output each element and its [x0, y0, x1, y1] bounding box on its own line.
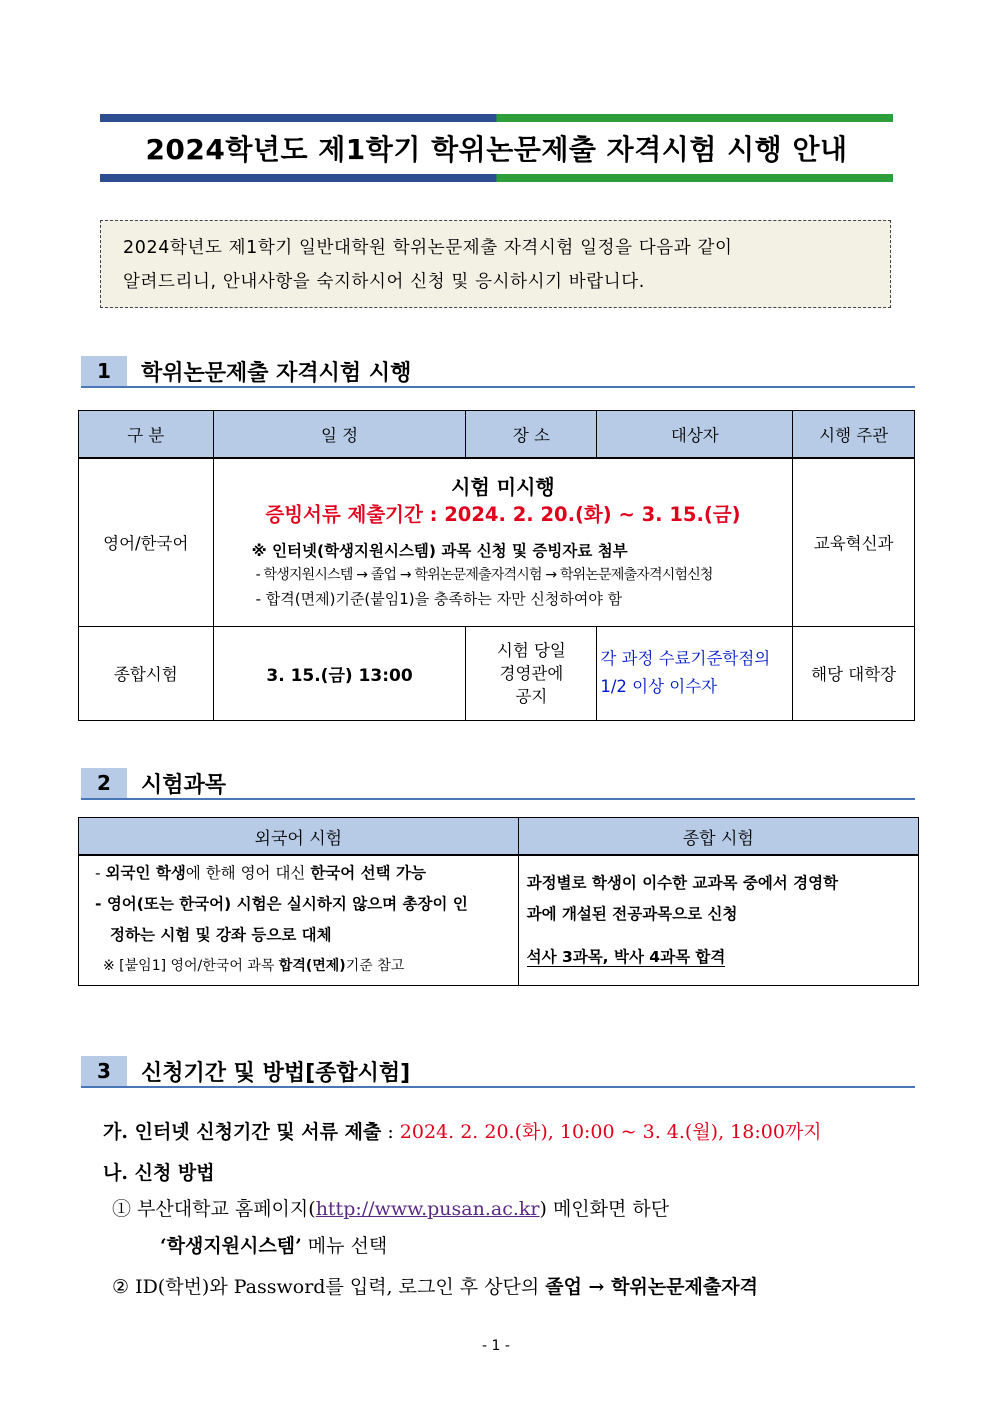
- method-item-1: [112, 1194, 669, 1221]
- header-schedule: 일 정: [213, 411, 466, 459]
- item1-text: ① 부산대학교 홈페이지(: [112, 1198, 316, 1220]
- ga-label: 가. 인터넷 신청기간 및 서류 제출: [103, 1121, 382, 1143]
- section-label: 신청기간 및 방법[종합시험]: [141, 1060, 411, 1086]
- row1-host: 교육혁신과: [793, 458, 915, 626]
- title-bottom-bar: [100, 174, 893, 182]
- comp-line-2: 과에 개설된 전공과목으로 신청: [526, 904, 738, 923]
- plain-text: 에 한해 영어 대신: [185, 864, 311, 883]
- section-label: 학위논문제출 자격시험 시행: [141, 360, 412, 386]
- emph-pass-criteria: 합격(면제): [278, 958, 346, 975]
- pusan-homepage-link[interactable]: http://www.pusan.ac.kr: [315, 1198, 540, 1220]
- page-title: 2024학년도 제1학기 학위논문제출 자격시험 시행 안내: [145, 133, 848, 166]
- section-rule: [81, 1086, 915, 1088]
- header-comprehensive: 종합 시험: [518, 818, 918, 856]
- section-rule: [81, 798, 915, 800]
- table-row: [79, 626, 915, 720]
- section-rule: [81, 386, 915, 388]
- emph-foreign-student: 외국인 학생: [105, 864, 186, 883]
- student-system-menu: ‘학생지원시스템’: [160, 1235, 302, 1257]
- header-target: 대상자: [597, 411, 793, 459]
- row2-target-line-2: 1/2 이상 이수자: [600, 677, 718, 696]
- header-host: 시행 주관: [793, 411, 915, 459]
- table-header-row: [79, 818, 919, 856]
- foreign-line-1: [95, 858, 518, 889]
- intro-line-2: 알려드리니, 안내사항을 숙지하시어 신청 및 응시하시기 바랍니다.: [123, 272, 645, 292]
- section-label: 시험과목: [141, 772, 227, 798]
- row2-schedule: 3. 15.(금) 13:00: [213, 626, 466, 720]
- item1-text-end: ) 메인화면 하단: [539, 1198, 670, 1220]
- row1-details: [213, 458, 793, 626]
- table-row: [79, 458, 915, 626]
- plain-text: ※ [붙임1] 영어/한국어 과목: [103, 958, 279, 975]
- table-header-row: [79, 411, 915, 459]
- row2-place-line-2: 경영관에: [499, 663, 564, 683]
- title-top-bar: [100, 114, 893, 122]
- foreign-language-details: [79, 855, 519, 985]
- row2-host: 해당 대학장: [793, 626, 915, 720]
- section-1-heading: [81, 356, 915, 388]
- row2-place: [466, 626, 597, 720]
- row2-category: 종합시험: [79, 626, 214, 720]
- foreign-line-3: 정하는 시험 및 강좌 등으로 대체: [110, 926, 332, 945]
- row1-note: ※ 인터넷(학생지원시스템) 과목 신청 및 증빙자료 첨부: [251, 542, 628, 561]
- emph-korean-option: 한국어 선택 가능: [310, 864, 426, 883]
- dash: -: [95, 864, 106, 883]
- row1-category: 영어/한국어: [79, 458, 214, 626]
- item2-menu-path: 졸업 → 학위논문제출자격: [545, 1276, 758, 1298]
- ga-colon: :: [381, 1121, 400, 1143]
- comp-pass-requirement: 석사 3과목, 박사 4과목 합격: [526, 947, 726, 966]
- header-place: 장 소: [466, 411, 597, 459]
- application-period: [103, 1117, 822, 1144]
- section-number: 2: [81, 768, 127, 798]
- foreign-line-2: - 영어(또는 한국어) 시험은 실시하지 않으며 총장이 인: [95, 895, 468, 914]
- section-3-heading: [81, 1056, 915, 1088]
- schedule-table: [78, 410, 915, 721]
- table-row: [79, 855, 919, 985]
- comprehensive-details: [518, 855, 918, 985]
- foreign-line-4: [95, 951, 518, 982]
- method-heading: 나. 신청 방법: [103, 1162, 215, 1184]
- row2-target: [597, 626, 793, 720]
- item1-cont-text: 메뉴 선택: [301, 1235, 388, 1257]
- row1-step1: - 학생지원시스템 → 졸업 → 학위논문제출자격시험 → 학위논문제출자격시험신청: [255, 567, 713, 584]
- comp-line-1: 과정별로 학생이 이수한 교과목 중에서 경영학: [526, 873, 839, 892]
- section-number: 1: [81, 356, 127, 386]
- header-category: 구 분: [79, 411, 214, 459]
- comp-line-3: [527, 942, 918, 973]
- row2-place-line-3: 공지: [515, 686, 548, 706]
- section-2-heading: [81, 768, 915, 800]
- method-item-1-cont: [160, 1231, 387, 1258]
- subjects-table: [78, 817, 919, 986]
- row1-deadline: 증빙서류 제출기간 : 2024. 2. 20.(화) ~ 3. 15.(금): [265, 503, 741, 527]
- row2-place-line-1: 시험 당일: [496, 640, 566, 660]
- title-banner: [100, 114, 893, 182]
- item2-text: ② ID(학번)와 Password를 입력, 로그인 후 상단의: [112, 1276, 546, 1298]
- page-number: - 1 -: [482, 1338, 510, 1354]
- header-foreign-language: 외국어 시험: [79, 818, 519, 856]
- intro-line-1: 2024학년도 제1학기 일반대학원 학위논문제출 자격시험 일정을 다음과 같이: [123, 238, 733, 258]
- plain-text: 기준 참고: [345, 958, 405, 975]
- row1-step2: - 합격(면제)기준(붙임1)을 충족하는 자만 신청하여야 함: [255, 590, 623, 609]
- intro-box: [100, 220, 891, 308]
- row1-heading: 시험 미시행: [451, 475, 555, 500]
- section-number: 3: [81, 1056, 127, 1086]
- method-item-2: [112, 1272, 758, 1299]
- row2-target-line-1: 각 과정 수료기준학점의: [600, 649, 771, 668]
- ga-period: 2024. 2. 20.(화), 10:00 ~ 3. 4.(월), 18:00까지: [399, 1121, 822, 1143]
